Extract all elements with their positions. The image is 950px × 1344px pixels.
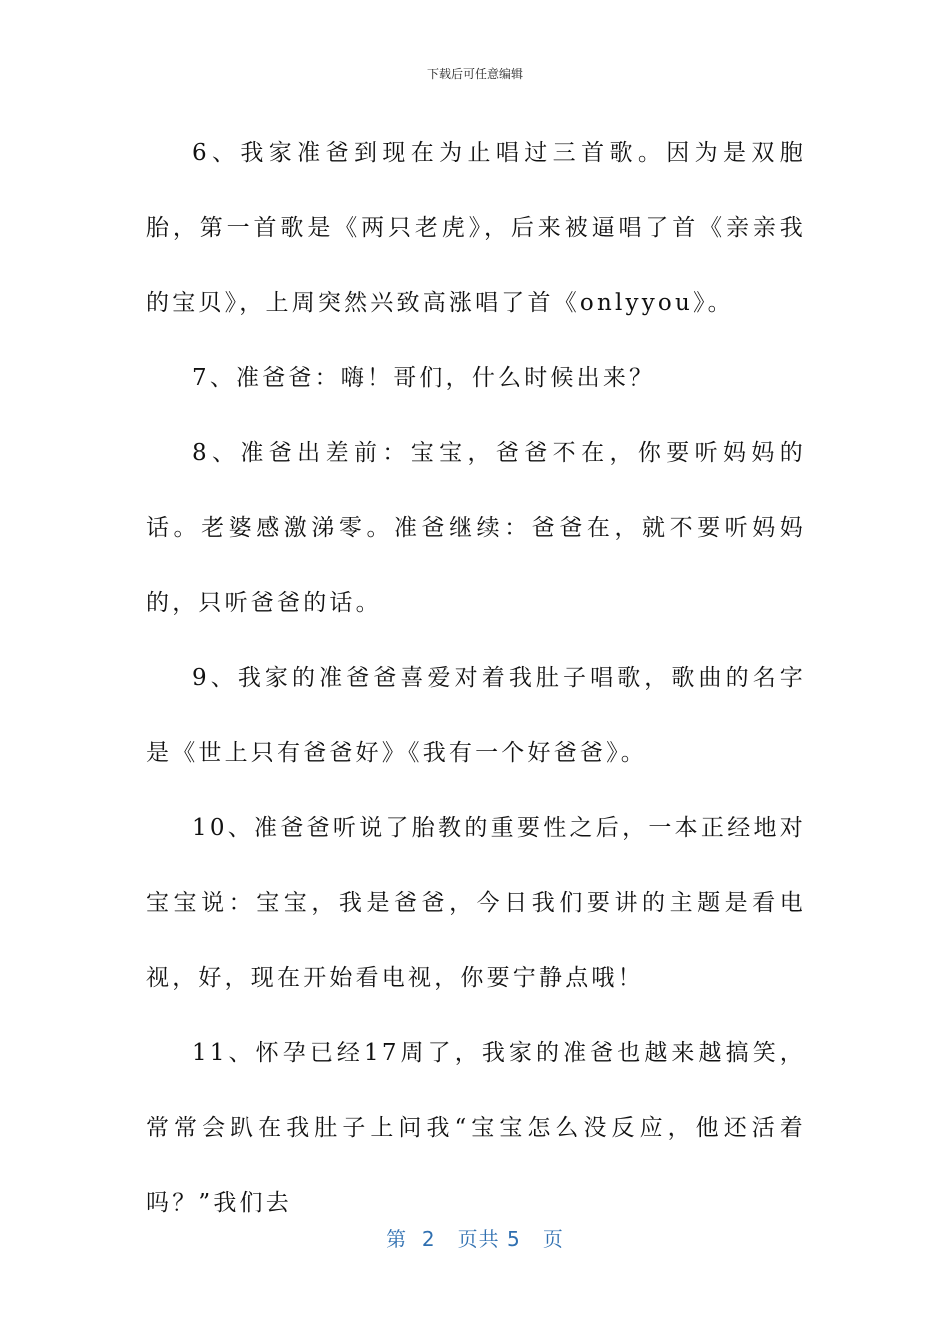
paragraph-7: 7、准爸爸：嗨！哥们，什么时候出来？ <box>192 365 656 391</box>
document-body <box>146 116 806 1241</box>
paragraph-8: 8、准爸出差前：宝宝，爸爸不在，你要听妈妈的话。老婆感激涕零。准爸继续：爸爸在，就不要听妈妈的，只听爸爸的话。 <box>146 440 806 616</box>
paragraph-11: 11、怀孕已经17周了，我家的准爸也越来越搞笑，常常会趴在我肚子上问我“宝宝怎么没反应，他还活着吗？”我们去 <box>146 1040 806 1216</box>
paragraph-6: 6、我家准爸到现在为止唱过三首歌。因为是双胞胎，第一首歌是《两只老虎》，后来被逼唱了首《亲亲我的宝贝》，上周突然兴致高涨唱了首《onlyyou》。 <box>146 140 806 316</box>
footer-total-pages: 5 <box>507 1227 521 1251</box>
page-footer <box>0 1226 950 1252</box>
footer-middle: 页共 <box>457 1227 500 1251</box>
paragraph-9: 9、我家的准爸爸喜爱对着我肚子唱歌，歌曲的名字是《世上只有爸爸好》《我有一个好爸爸》。 <box>146 665 806 766</box>
page-header: 下载后可任意编辑 <box>426 67 523 81</box>
footer-current-page: 2 <box>421 1227 436 1251</box>
footer-prefix: 第 <box>386 1227 408 1251</box>
paragraph-10: 10、准爸爸听说了胎教的重要性之后，一本正经地对宝宝说：宝宝，我是爸爸，今日我们要讲的主题是看电视，好，现在开始看电视，你要宁静点哦！ <box>146 815 806 991</box>
footer-suffix: 页 <box>542 1227 564 1251</box>
